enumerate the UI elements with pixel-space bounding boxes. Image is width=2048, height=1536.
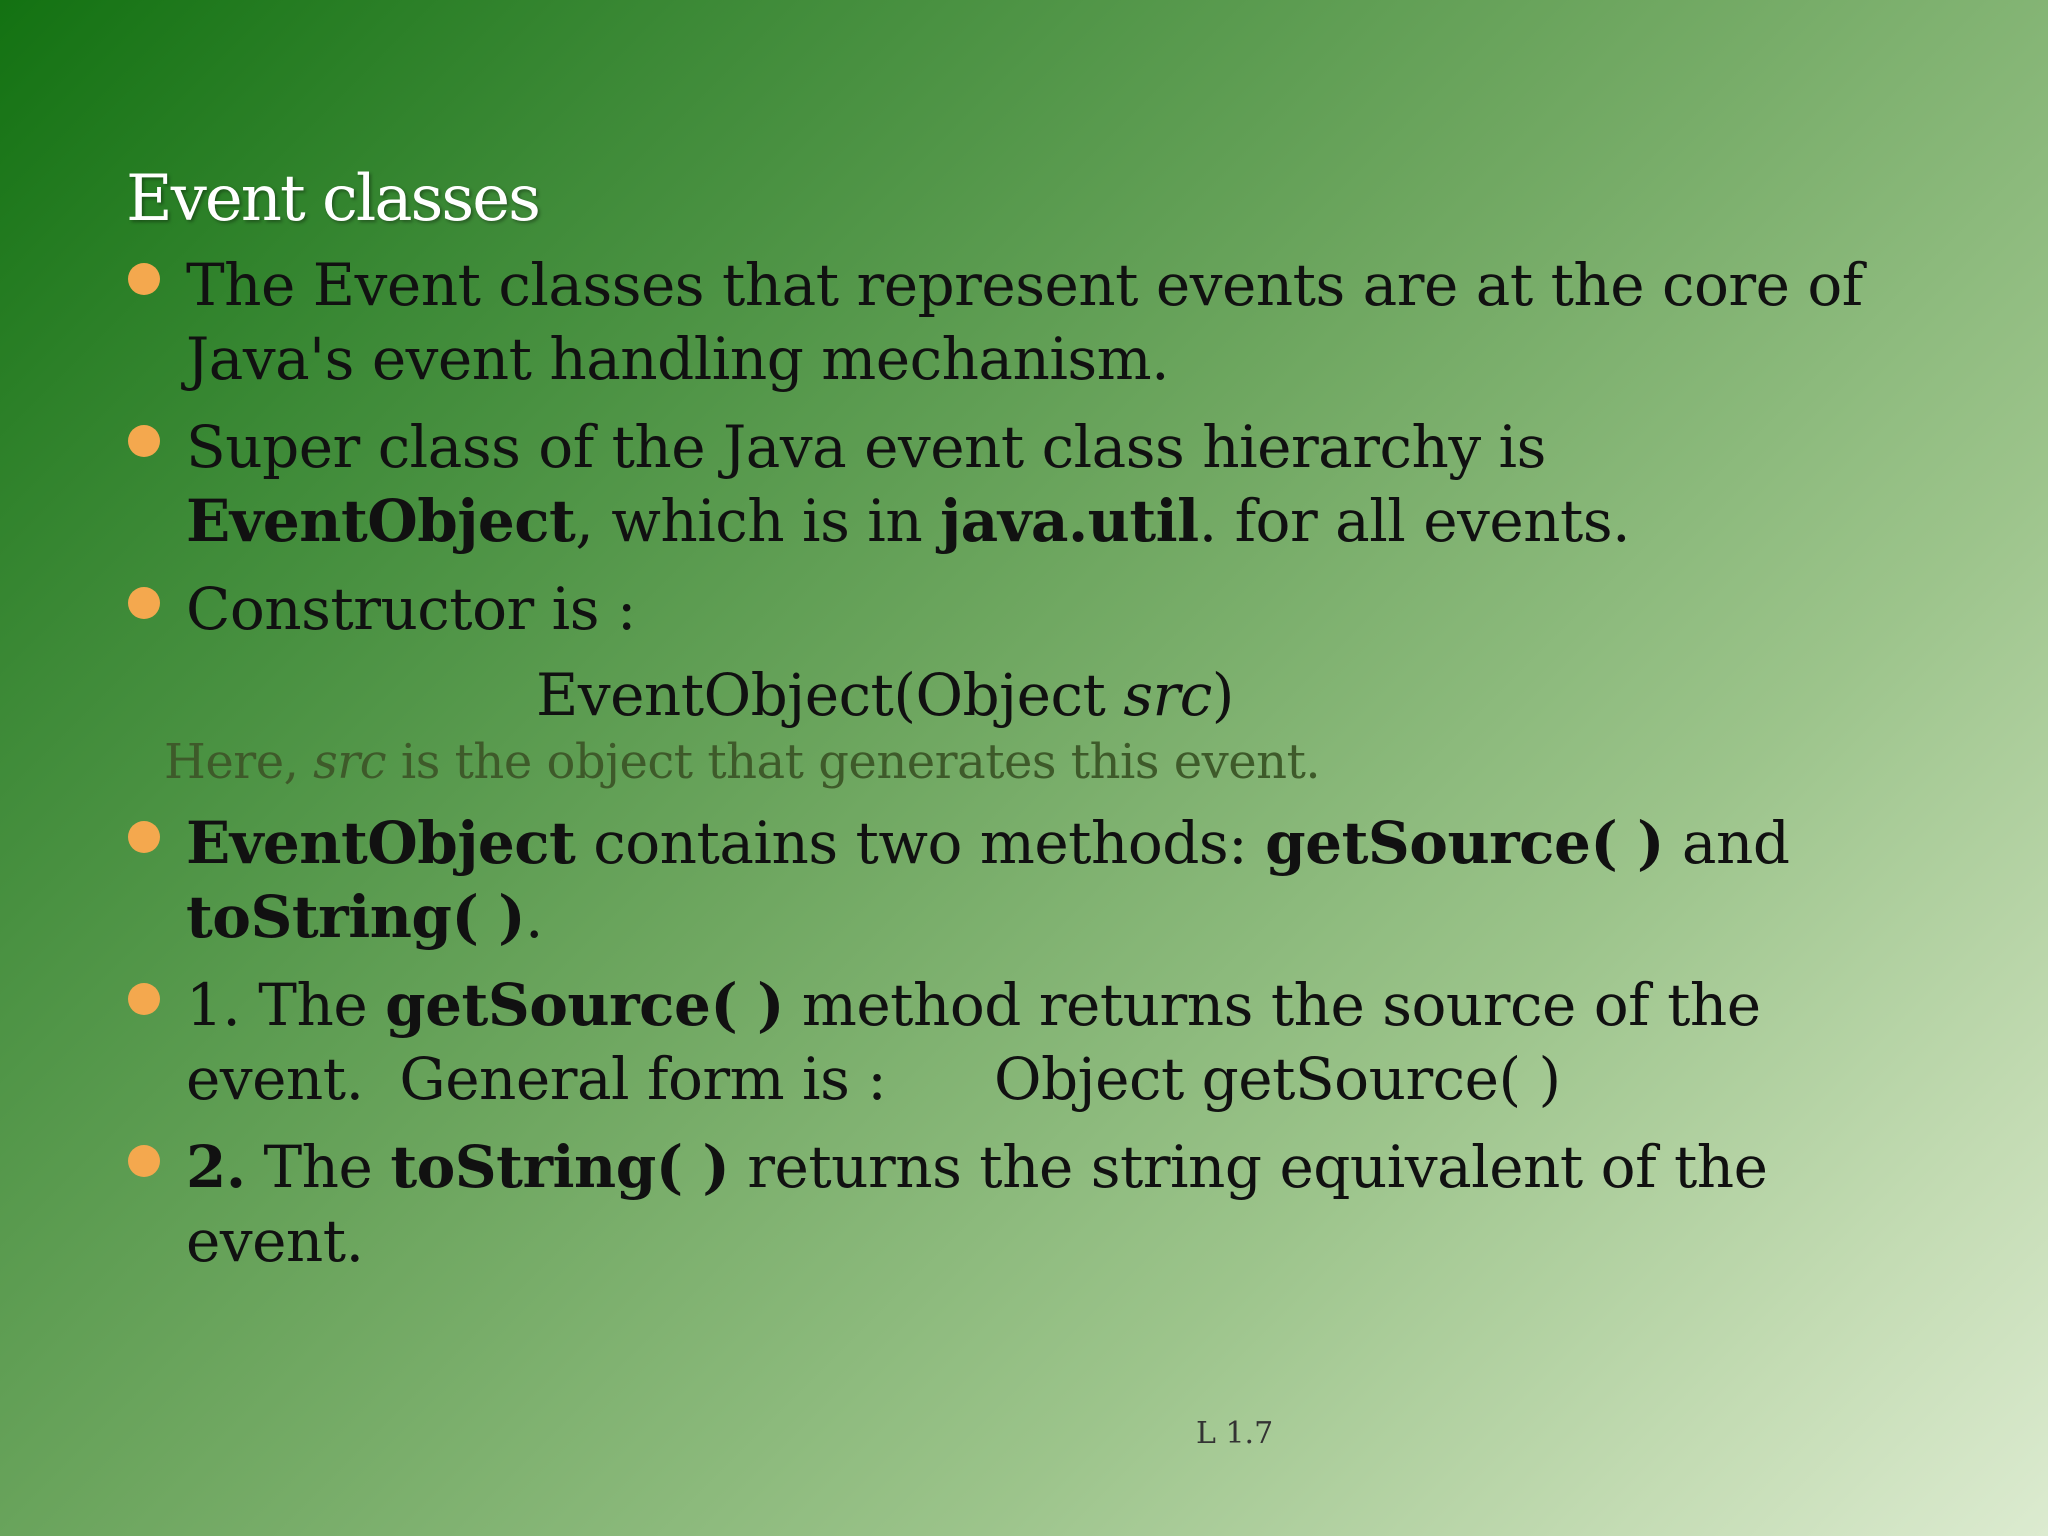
text-fragment: returns the string equivalent of the	[729, 1133, 1768, 1201]
bullet-line	[186, 806, 2006, 880]
constructor-note	[164, 732, 2006, 792]
method-getsource: getSource( )	[1265, 809, 1664, 877]
bullet-line	[186, 1130, 2006, 1204]
bullet-constructor	[126, 572, 2006, 792]
text-fragment: contains two methods:	[575, 809, 1266, 877]
bullet-line	[186, 484, 2006, 558]
item-number: 2.	[186, 1133, 246, 1201]
text-fragment: 1. The	[186, 971, 386, 1039]
method-getsource: getSource( )	[385, 971, 784, 1039]
text-fragment: EventObject(Object	[536, 661, 1124, 729]
bullet-list	[126, 248, 2006, 1292]
bullet-line: Super class of the Java event class hierarchy is	[186, 413, 1546, 481]
param-src: src	[1123, 661, 1212, 729]
text-fragment: and	[1663, 809, 1790, 877]
bullet-dot-icon	[128, 983, 160, 1015]
constructor-signature	[186, 658, 2006, 732]
text-fragment: The	[245, 1133, 391, 1201]
bullet-line: Constructor is :	[186, 575, 636, 643]
bullet-tostring	[126, 1130, 2006, 1278]
text-fragment: . for all events.	[1198, 487, 1631, 555]
bullet-line: event. General form is : Object getSource( )	[186, 1045, 1561, 1113]
class-name-eventobject: EventObject	[186, 809, 576, 877]
package-name-java-util: java.util	[940, 487, 1199, 555]
method-tostring: toString( )	[390, 1133, 730, 1201]
bullet-line: Java's event handling mechanism.	[186, 325, 1170, 393]
bullet-getsource	[126, 968, 2006, 1116]
bullet-line	[186, 968, 2006, 1042]
bullet-line: The Event classes that represent events are at the core of	[186, 251, 1863, 319]
bullet-two-methods	[126, 806, 2006, 954]
text-fragment: , which is in	[575, 487, 941, 555]
bullet-line: event.	[186, 1207, 364, 1275]
bullet-event-classes-core	[126, 248, 2006, 396]
bullet-super-class	[126, 410, 2006, 558]
method-tostring: toString( )	[186, 883, 526, 951]
text-fragment: )	[1211, 661, 1234, 729]
bullet-line	[186, 880, 2006, 954]
class-name-eventobject: EventObject	[186, 487, 576, 555]
text-fragment: method returns the source of the	[783, 971, 1761, 1039]
param-src: src	[313, 734, 387, 790]
text-fragment: is the object that generates this event.	[386, 734, 1321, 790]
text-fragment: .	[525, 883, 543, 951]
bullet-dot-icon	[128, 263, 160, 295]
bullet-dot-icon	[128, 587, 160, 619]
bullet-dot-icon	[128, 821, 160, 853]
bullet-dot-icon	[128, 1145, 160, 1177]
text-fragment: Here,	[164, 734, 314, 790]
slide-number: L 1.7	[1196, 1416, 1274, 1451]
slide-title: Event classes	[126, 162, 539, 236]
bullet-dot-icon	[128, 425, 160, 457]
